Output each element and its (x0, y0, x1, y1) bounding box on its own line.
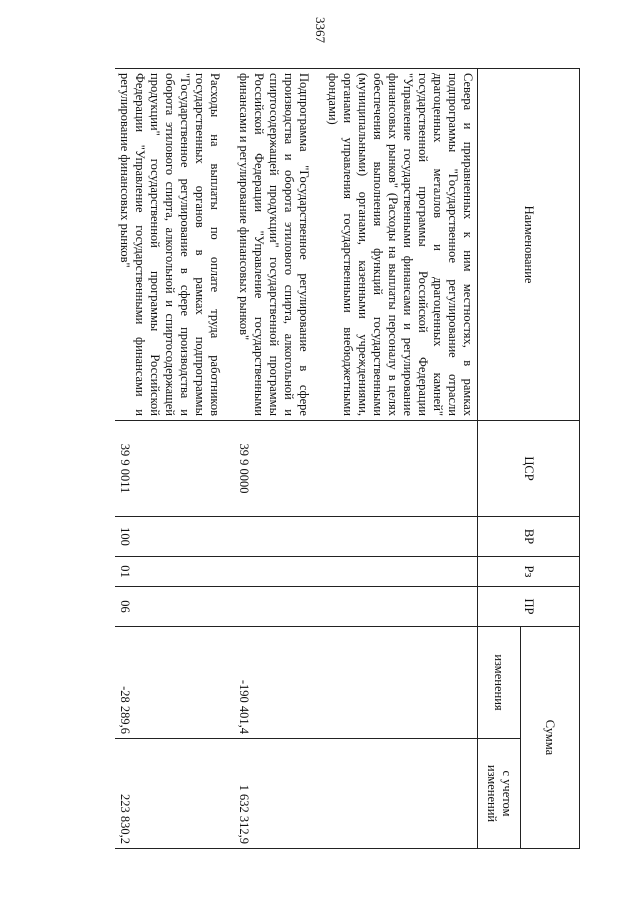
row-pr (234, 587, 313, 627)
table-header (478, 69, 580, 849)
row-with-changes: 223 830,2 (115, 739, 224, 849)
row-changes: -28 289,6 (115, 627, 224, 739)
header-name: Наименование (478, 69, 580, 421)
table-row (323, 69, 478, 849)
table-body (115, 69, 478, 849)
rotated-table-container (80, 68, 580, 848)
row-rz (234, 557, 313, 587)
row-spacer (313, 69, 323, 849)
row-csr (323, 421, 478, 517)
header-changes: изменения (478, 627, 521, 739)
table-row (115, 69, 224, 849)
budget-table (115, 68, 580, 849)
page-number-text: 3367 (313, 17, 328, 43)
row-name: Расходы на выплаты по оплате труда работников государственных органов в рамках подпрограммы "Государственное регулирование в сфере производства и оборота этилового спирта, алкогольной и спиртосодержащей продукции" государственной программы Российской Федерации "Управление государственными финансами и регулирование финансовых рынков" (115, 69, 224, 421)
row-csr: 39 9 0011 (115, 421, 224, 517)
row-pr (323, 587, 478, 627)
row-pr: 06 (115, 587, 224, 627)
header-with-changes: с учетом изменений (478, 739, 521, 849)
row-name: Подпрограмма "Государственное регулирование в сфере производства и оборота этилового спирта, алкогольной и спиртосодержащей продукции" государственной программы Российской Федерации "Управление государственными финансами и регулирование финансовых рынков" (234, 69, 313, 421)
table-row (234, 69, 313, 849)
row-rz: 01 (115, 557, 224, 587)
row-vr: 100 (115, 517, 224, 557)
header-sum: Сумма (521, 627, 580, 849)
header-csr: ЦСР (478, 421, 580, 517)
row-csr: 39 9 0000 (234, 421, 313, 517)
row-vr (234, 517, 313, 557)
header-vr: ВР (478, 517, 580, 557)
row-name: Севера и приравненных к ним местностях, в рамках подпрограммы "Государственное регулирование отрасли драгоценных металлов и драгоценных камней" государственной программы Российской Федерации "Управление государственными финансами и регулирование финансовых рынков" (Расходы на выплаты персоналу в целях обеспечения выполнения функций государственными (муниципальными) органами, казенными учреждениями, органами управления государственными внебюджетными фондами) (323, 69, 478, 421)
page-number (310, 8, 330, 52)
row-vr (323, 517, 478, 557)
row-spacer (224, 69, 234, 849)
row-with-changes (323, 739, 478, 849)
row-rz (323, 557, 478, 587)
header-pr: ПР (478, 587, 580, 627)
row-with-changes: 1 632 312,9 (234, 739, 313, 849)
header-rz: Рз (478, 557, 580, 587)
row-changes: -190 401,4 (234, 627, 313, 739)
row-changes (323, 627, 478, 739)
